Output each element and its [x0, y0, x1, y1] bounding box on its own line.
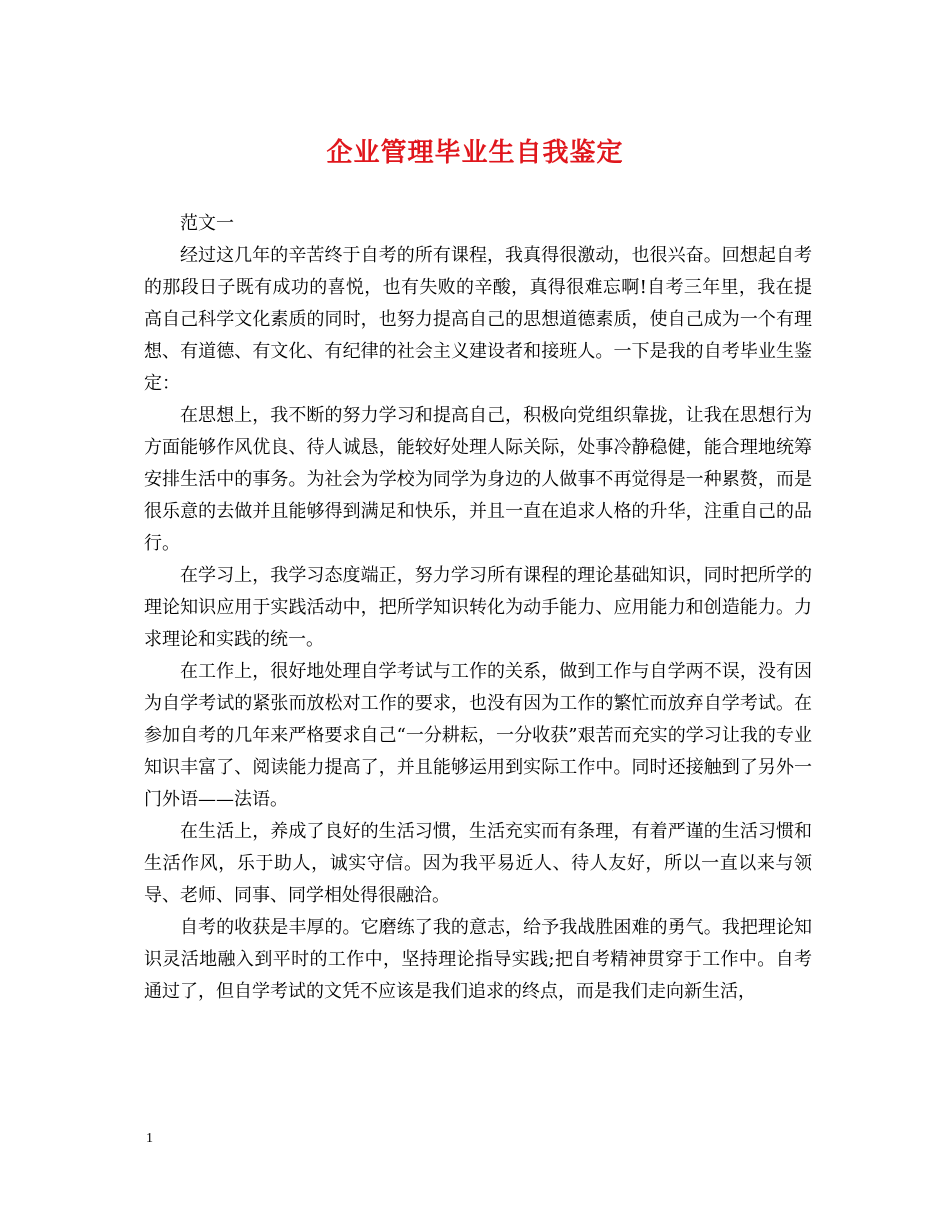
paragraph: 在学习上，我学习态度端正，努力学习所有课程的理论基础知识，同时把所学的理论知识应用于实践活动中，把所学知识转化为动手能力、应用能力和创造能力。力求理论和实践的统一。 — [144, 565, 812, 650]
paragraph: 经过这几年的辛苦终于自考的所有课程，我真得很激动，也很兴奋。回想起自考的那段日子既有成功的喜悦，也有失败的辛酸，真得很难忘啊!自考三年里，我在提高自己科学文化素质的同时，也努力提高自己的思想道德素质，使自己成为一个有理想、有道德、有文化、有纪律的社会主义建设者和接班人。一下是我的自考毕业生鉴定： — [144, 245, 812, 394]
paragraph: 自考的收获是丰厚的。它磨练了我的意志，给予我战胜困难的勇气。我把理论知识灵活地融入到平时的工作中，坚持理论指导实践;把自考精神贯穿于工作中。自考通过了，但自学考试的文凭不应该是我们追求的终点，而是我们走向新生活， — [144, 917, 812, 1002]
page-number: 1 — [146, 1131, 153, 1146]
document-body — [144, 208, 812, 1008]
paragraph: 在工作上，很好地处理自学考试与工作的关系，做到工作与自学两不误，没有因为自学考试的紧张而放松对工作的要求，也没有因为工作的繁忙而放弃自学考试。在参加自考的几年来严格要求自己“一分耕耘，一分收获”艰苦而充实的学习让我的专业知识丰富了、阅读能力提高了，并且能够运用到实际工作中。同时还接触到了另外一门外语——法语。 — [144, 661, 812, 810]
document-title: 企业管理毕业生自我鉴定 — [326, 138, 624, 168]
paragraph: 在思想上，我不断的努力学习和提高自己，积极向党组织靠拢，让我在思想行为方面能够作风优良、待人诚恳，能较好处理人际关际，处事冷静稳健，能合理地统筹安排生活中的事务。为社会为学校为同学为身边的人做事不再觉得是一种累赘，而是很乐意的去做并且能够得到满足和快乐，并且一直在追求人格的升华，注重自己的品行。 — [144, 405, 812, 554]
paragraph-heading: 范文一 — [180, 213, 234, 234]
paragraph: 在生活上，养成了良好的生活习惯，生活充实而有条理，有着严谨的生活习惯和生活作风，乐于助人，诚实守信。因为我平易近人、待人友好，所以一直以来与领导、老师、同事、同学相处得很融洽。 — [144, 821, 812, 906]
